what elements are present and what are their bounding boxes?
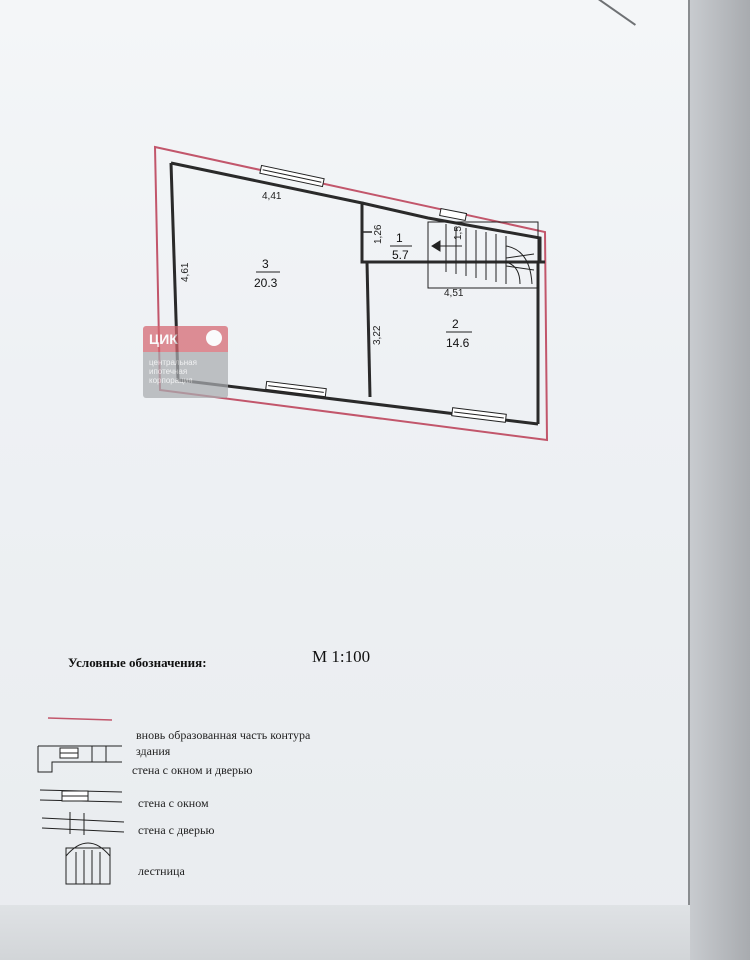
room3-area: 20.3 [254,276,278,290]
room2-area: 14.6 [446,336,470,350]
room3-number: 3 [262,257,269,271]
dimension-room2-left: 3,22 [372,325,383,345]
legend-title: Условные обозначения: [68,655,207,670]
dimension-room3-top: 4,41 [262,191,282,202]
legend-contour-label-line2: здания [136,744,171,758]
legend-window-door-label: стена с окном и дверью [132,763,253,777]
legend-window-door-symbol [38,746,122,772]
window-bottom-room2 [452,408,507,423]
staircase [428,222,538,288]
room1-area: 5.7 [392,248,409,262]
legend-door-label: стена с дверью [138,823,215,837]
dimension-room1-height: 1,26 [373,224,384,244]
legend-contour-symbol [48,718,112,720]
dimension-room2-top: 4,51 [444,288,464,299]
legend-door-symbol [42,812,124,835]
interior-wall [367,262,370,397]
scale-label: М 1:100 [312,647,371,666]
watermark-line2: ипотечная [149,367,188,376]
legend-stairs-label: лестница [138,864,185,878]
legend-contour-label-line1: вновь образованная часть контура [136,728,311,742]
room2-number: 2 [452,317,459,331]
window-top-room1 [440,209,467,221]
dimension-room3-left: 4,61 [180,262,191,282]
dimension-stair: 1,5 [453,226,464,240]
legend-stairs-symbol [66,843,110,884]
brand-circle-icon [206,330,222,346]
watermark-brand: ЦИК [149,331,178,347]
legend-window-label: стена с окном [138,796,209,810]
watermark-logo [143,326,228,398]
room1-number: 1 [396,231,403,245]
legend-window-symbol [40,790,122,802]
watermark-line3: корпорация [149,376,193,385]
watermark-line1: центральная [149,358,197,367]
